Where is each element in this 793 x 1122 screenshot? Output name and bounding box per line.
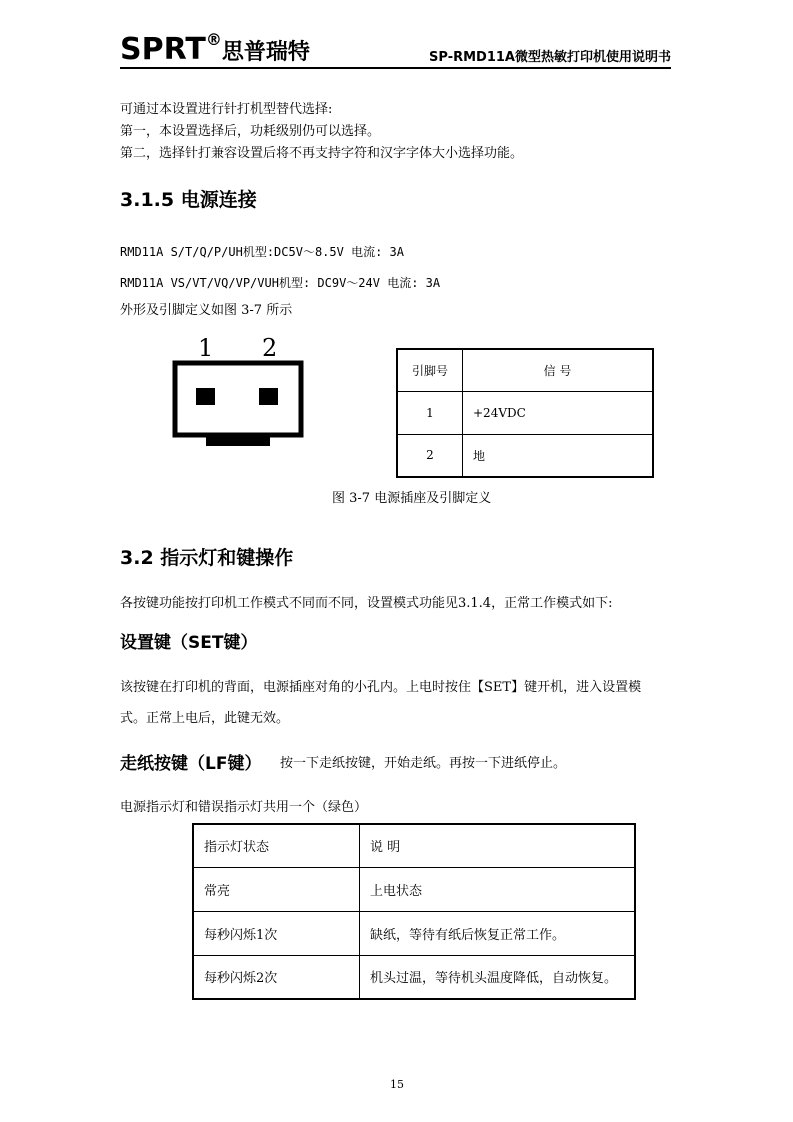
table-cell: 每秒闪烁1次	[193, 911, 360, 955]
connector-housing	[175, 363, 301, 435]
connector-pin-2	[259, 388, 278, 405]
section-heading-3-1-5: 3.1.5 电源连接	[120, 189, 257, 211]
table-row	[193, 911, 635, 955]
table-cell: 每秒闪烁2次	[193, 955, 360, 999]
table-header-cell: 引脚号	[397, 349, 463, 391]
power-spec-line-2: RMD11A VS/VT/VQ/VP/VUH机型: DC9V～24V 电流: 3A	[120, 276, 441, 290]
header-divider	[120, 67, 671, 69]
table-header-cell: 指示灯状态	[193, 824, 360, 867]
table-cell: 缺纸，等待有纸后恢复正常工作。	[360, 911, 636, 955]
connector-key-tab	[206, 435, 270, 446]
connector-pin-label-2: 2	[262, 334, 278, 362]
lf-key-heading: 走纸按键（LF键）	[120, 754, 262, 774]
figure-intro: 外形及引脚定义如图 3-7 所示	[120, 303, 293, 318]
page-number: 15	[390, 1078, 404, 1091]
table-row	[193, 867, 635, 911]
led-status-table	[192, 823, 636, 1000]
table-cell: 常亮	[193, 867, 360, 911]
table-cell: 上电状态	[360, 867, 636, 911]
table-cell: 地	[463, 434, 654, 477]
table-cell: +24VDC	[463, 391, 654, 434]
document-title: SP-RMD11A微型热敏打印机使用说明书	[429, 50, 671, 65]
lf-key-desc: 按一下走纸按键，开始走纸。再按一下进纸停止。	[280, 756, 567, 771]
connector-pin-1	[196, 388, 215, 405]
set-key-heading: 设置键（SET键）	[120, 633, 258, 653]
brand-name-cn: 思普瑞特	[221, 40, 310, 65]
intro-line-3: 第二，选择针打兼容设置后将不再支持字符和汉字字体大小选择功能。	[120, 146, 524, 161]
brand-logo	[120, 30, 310, 67]
power-spec-line-1: RMD11A S/T/Q/P/UH机型:DC5V～8.5V 电流: 3A	[120, 245, 404, 259]
table-header-row	[193, 824, 635, 867]
table-cell: 2	[397, 434, 463, 477]
table-cell: 机头过温，等待机头温度降低，自动恢复。	[360, 955, 636, 999]
registered-mark: ®	[205, 30, 222, 49]
table-row	[193, 955, 635, 999]
figure-caption: 图 3-7 电源插座及引脚定义	[332, 491, 492, 506]
power-connector-diagram	[170, 360, 310, 448]
set-key-desc-line-1: 该按键在打印机的背面，电源插座对角的小孔内。上电时按住【SET】键开机，进入设置模	[120, 680, 642, 695]
key-function-intro: 各按键功能按打印机工作模式不同而不同，设置模式功能见3.1.4，正常工作模式如下:	[120, 596, 613, 611]
led-intro: 电源指示灯和错误指示灯共用一个（绿色）	[120, 800, 368, 815]
set-key-desc-line-2: 式。正常上电后，此键无效。	[120, 711, 290, 726]
table-row	[397, 391, 653, 434]
table-header-row	[397, 349, 653, 391]
table-header-cell: 说 明	[360, 824, 636, 867]
table-row	[397, 434, 653, 477]
table-header-cell: 信 号	[463, 349, 654, 391]
section-heading-3-2: 3.2 指示灯和键操作	[120, 547, 294, 569]
table-cell: 1	[397, 391, 463, 434]
connector-pin-label-1: 1	[198, 334, 214, 362]
pin-definition-table	[396, 348, 654, 478]
intro-line-1: 可通过本设置进行针打机型替代选择:	[120, 102, 333, 117]
brand-name: SPRT	[120, 32, 206, 67]
intro-line-2: 第一，本设置选择后，功耗级别仍可以选择。	[120, 124, 381, 139]
